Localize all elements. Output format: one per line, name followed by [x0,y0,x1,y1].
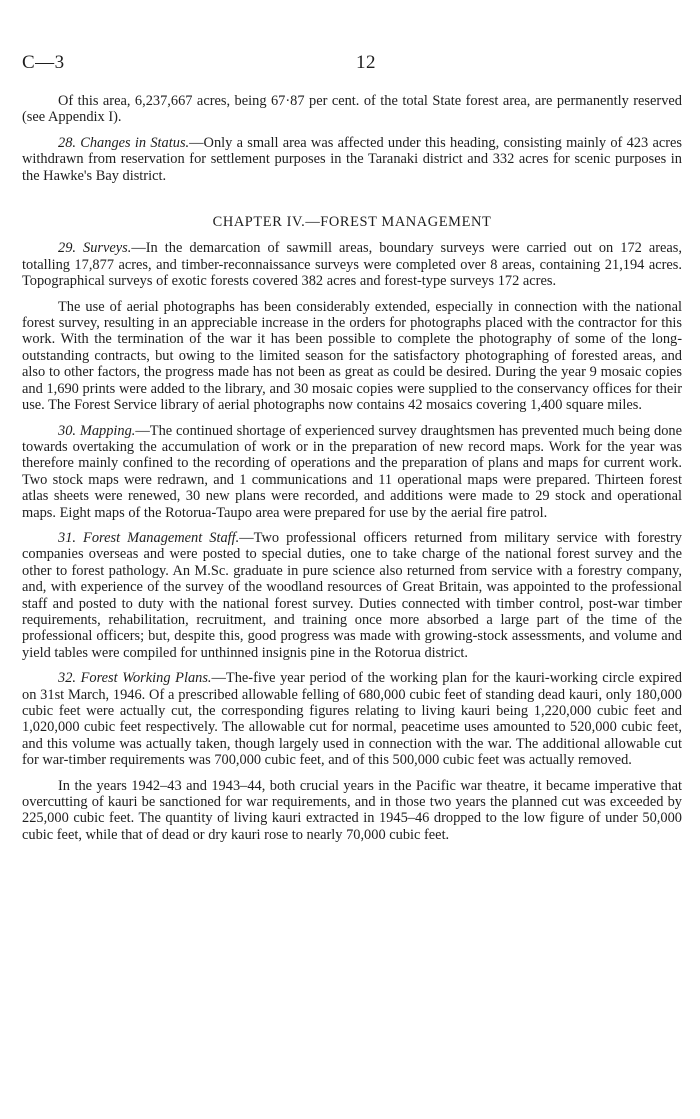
body-text [22,93,682,852]
paragraph-text: In the years 1942–43 and 1943–44, both crucial years in the Pacific war theatre, it became imperative that overcutting of kauri be sanctioned for war requirements, and in those two years the planned cut was exceeded by 225,000 cubic feet. The quantity of living kauri extracted in 1945–46 dropped to the low figure of under 50,000 cubic feet, while that of dead or dry kauri rose to nearly 70,000 cubic feet. [22,777,682,843]
paragraph-lead: 32. Forest Working Plans. [58,670,212,687]
paragraph-mapping [22,423,682,521]
paragraph-war-years-overcutting [22,778,682,844]
paragraph-forest-working-plans [22,670,682,768]
paragraph-area-reserved [22,93,682,126]
paragraph-lead: 31. Forest Management Staff. [58,529,240,546]
paragraph-text: Of this area, 6,237,667 acres, being 67·87 per cent. of the total State forest area, are permanently reserved (see Appendix I). [22,93,682,126]
paragraph-text: —In the demarcation of sawmill areas, boundary surveys were carried out on 172 areas, totalling 17,877 acres, and timber-reconnaissance surveys were completed over 8 areas, containing 21,194 acres. Topographical surveys of exotic forests covered 382 acres and forest-type surveys 172 acres. [22,240,682,290]
paragraph-forest-management-staff [22,530,682,661]
paragraph-text: —The continued shortage of experienced survey draughtsmen has prevented much being done towards overtaking the accumulation of work or in the preparation of new record maps. Work for the year was therefore mainly confined to the recording of operations and the preparation of plans and maps for current work. Two stock maps were redrawn, and 1 communications and 11 operational maps were prepared. Thirteen forest atlas sheets were renewed, 30 new plans were recorded, and additions were made to 29 stock and operational maps. Eight maps of the Rotorua-Taupo area were prepared for use by the aerial fire patrol. [22,422,682,521]
paragraph-text: —The-five year period of the working plan for the kauri-working circle expired on 31st March, 1946. Of a prescribed allowable felling of 680,000 cubic feet of standing dead kauri, only 180,000 cubic feet were actually cut, the corresponding figures relating to living kauri being 1,220,000 cubic feet and 1,020,000 cubic feet respectively. The allowable cut for normal, peacetime uses amounted to 520,000 cubic feet, and this volume was actually taken, though largely used in connection with the war. The additional allowable cut for war-timber requirements was 700,000 cubic feet, and of this 500,000 cubic feet was actually removed. [22,670,682,769]
paragraph-surveys [22,240,682,289]
paragraph-text: The use of aerial photographs has been considerably extended, especially in connection with the national forest survey, resulting in an appreciable increase in the orders for photographs placed with the contractor for this work. With the termination of the war it has been possible to complete the photography of some of the long-outstanding contracts, but owing to the limited season for the satisfactory photographing of forested areas, and also to other factors, the progress made has not been as great as could be desired. During the year 9 mosaic copies and 1,690 prints were added to the library, and 30 mosaic copies were supplied to the conservancy offices for their use. The Forest Service library of aerial photographs now contains 42 mosaics covering 1,400 square miles. [22,298,682,414]
paragraph-text: —Only a small area was affected under this heading, consisting mainly of 423 acres withdrawn from reservation for settlement purposes in the Taranaki district and 332 acres for scenic purposes in the Hawke's Bay district. [22,134,683,184]
document-reference: C—3 [22,52,65,73]
paragraph-lead: 28. Changes in Status. [58,134,190,151]
page-number: 12 [356,52,376,73]
paragraph-lead: 29. Surveys. [58,240,132,257]
paragraph-aerial-photographs [22,299,682,414]
paragraph-text: —Two professional officers returned from military service with forestry companies overseas and were posted to special duties, one to take charge of the national forest survey and the other to forest pathology. An M.Sc. graduate in pure science also returned from service with a forestry company, and, with experience of the survey of the woodland resources of Great Britain, was appointed to the professional staff and posted to duty with the national forest survey. Duties connected with timber control, post-war timber requirements, rehabilitation, recruitment, and training once more absorbed a large part of the time of the professional officers; but, despite this, good progress was made with growing-stock assessments, and volume and yield tables were compiled for unthinned insignis pine in the Rotorua district. [22,529,682,661]
chapter-heading: CHAPTER IV.—FOREST MANAGEMENT [212,214,492,231]
paragraph-changes-in-status [22,135,682,184]
paragraph-lead: 30. Mapping. [58,422,136,439]
